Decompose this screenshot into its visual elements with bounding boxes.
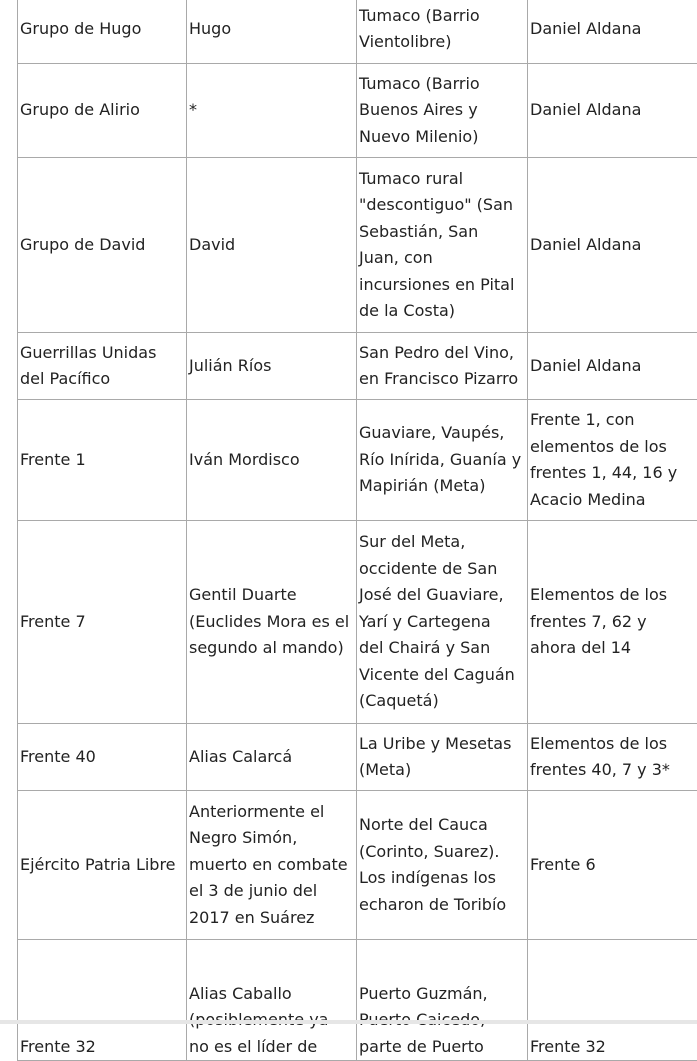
origin-cell: Elementos de los frentes 7, 62 y ahora del 14 (528, 521, 697, 724)
table-row (18, 521, 697, 724)
group-cell: Ejército Patria Libre (18, 791, 187, 940)
group-cell: Grupo de Alirio (18, 64, 187, 158)
leader-cell: Anteriormente el Negro Simón, muerto en combate el 3 de junio del 2017 en Suárez (187, 791, 357, 940)
group-cell: Grupo de Hugo (18, 0, 187, 64)
bottom-edge (0, 1020, 697, 1024)
origin-cell: Daniel Aldana (528, 64, 697, 158)
group-cell: Frente 32 (18, 940, 187, 1061)
zone-cell: San Pedro del Vino, en Francisco Pizarro (357, 333, 528, 400)
table-row (18, 158, 697, 333)
zone-cell: Puerto Guzmán, parte de Puerto (357, 940, 528, 1061)
table-row (18, 64, 697, 158)
origin-cell: Daniel Aldana (528, 0, 697, 64)
groups-table (17, 0, 697, 1061)
zone-cell: Tumaco rural "descontiguo" (San Sebastián, San Juan, con incursiones en Pital de la Costa) (357, 158, 528, 333)
group-cell: Guerrillas Unidas del Pacífico (18, 333, 187, 400)
zone-cell: Tumaco (Barrio Buenos Aires y Nuevo Milenio) (357, 64, 528, 158)
group-cell: Frente 1 (18, 400, 187, 521)
left-margin (0, 0, 17, 1024)
table-row (18, 0, 697, 64)
zone-cell: Norte del Cauca (Corinto, Suarez). Los indígenas los echaron de Toribío (357, 791, 528, 940)
group-cell: Frente 40 (18, 724, 187, 791)
table-row (18, 940, 697, 1061)
leader-cell: Iván Mordisco (187, 400, 357, 521)
table-row (18, 333, 697, 400)
group-cell: Grupo de David (18, 158, 187, 333)
table-row (18, 400, 697, 521)
leader-cell: Julián Ríos (187, 333, 357, 400)
origin-cell: Frente 32 (528, 940, 697, 1061)
leader-cell: Alias Calarcá (187, 724, 357, 791)
origin-cell: Frente 1, con elementos de los frentes 1, 44, 16 y Acacio Medina (528, 400, 697, 521)
leader-cell: David (187, 158, 357, 333)
zone-cell: Tumaco (Barrio Vientolibre) (357, 0, 528, 64)
origin-cell: Daniel Aldana (528, 333, 697, 400)
zone-cell: Sur del Meta, occidente de San José del Guaviare, Yarí y Cartegena del Chairá y San Vicente del Caguán (Caquetá) (357, 521, 528, 724)
origin-cell: Daniel Aldana (528, 158, 697, 333)
leader-cell: Gentil Duarte (Euclides Mora es el segundo al mando) (187, 521, 357, 724)
group-cell: Frente 7 (18, 521, 187, 724)
table-row (18, 791, 697, 940)
table-row (18, 724, 697, 791)
zone-cell: Guaviare, Vaupés, Río Inírida, Guanía y Mapirián (Meta) (357, 400, 528, 521)
leader-cell: Hugo (187, 0, 357, 64)
zone-cell: La Uribe y Mesetas (Meta) (357, 724, 528, 791)
leader-cell: Alias Caballo no es el líder de (187, 940, 357, 1061)
origin-cell: Frente 6 (528, 791, 697, 940)
leader-cell: * (187, 64, 357, 158)
origin-cell: Elementos de los frentes 40, 7 y 3* (528, 724, 697, 791)
